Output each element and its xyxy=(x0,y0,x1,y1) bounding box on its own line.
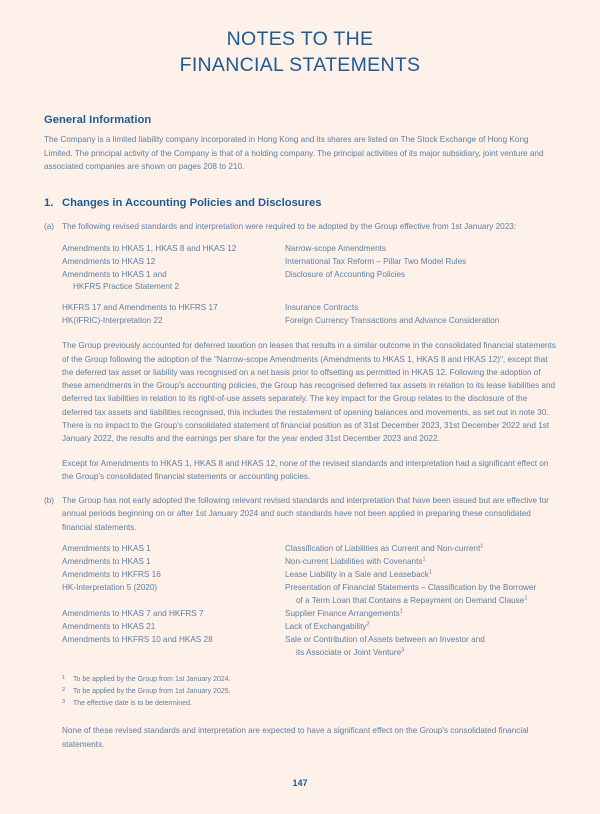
page-title-line-2: FINANCIAL STATEMENTS xyxy=(179,53,421,76)
footnote-ref: 1 xyxy=(428,569,432,576)
standard-description-line-2 xyxy=(285,647,560,660)
standard-description xyxy=(285,556,560,569)
standard-name xyxy=(62,269,285,295)
general-information-heading: General Information xyxy=(44,114,152,127)
standard-name: HKFRS 17 and Amendments to HKFRS 17 xyxy=(62,303,218,313)
table-row xyxy=(62,608,560,621)
general-information-body: The Company is a limited liability company incorporated in Hong Kong and its shares are listed on The Stock Exchange of Hong Kong Limited. The principal activity of the Company is that of a holding company. The principal activities of its major subsidiary, joint venture and associated companies are shown on pages 208 to 210. xyxy=(44,135,544,172)
note-1b-intro-row xyxy=(44,494,556,534)
standard-description-text: Sale or Contribution of Assets between an Investor and xyxy=(285,634,485,644)
standard-description-cont-text: of a Term Loan that Contains a Repayment on Demand Clause xyxy=(296,595,525,605)
footnote-number: 2 xyxy=(62,686,66,693)
standard-name: Amendments to HKAS 1, HKAS 8 and HKAS 12 xyxy=(62,243,237,253)
footnote-item xyxy=(62,698,556,710)
table-row xyxy=(62,269,560,295)
note-1a-marker: (a) xyxy=(44,222,55,232)
standard-name: Amendments to HKAS 1 xyxy=(62,556,151,566)
footnote-text: To be applied by the Group from 1st January 2025. xyxy=(73,687,231,695)
standard-description xyxy=(285,634,560,660)
note-1b-marker: (b) xyxy=(44,496,55,506)
table-spacer-row xyxy=(62,294,560,302)
footnote-ref: 2 xyxy=(366,620,370,627)
note-1a-body-paragraph-1: The Group previously accounted for deferred taxation on leases that results in a similar outcome in the consolidated financial statements of the Group following the adoption of the "Narrow-scope Amendments (Amendments to HKAS 1, HKAS 8 and HKAS 12)", except that the deferred tax asset or liability was recognised on a net basis prior to offsetting as permitted in HKAS 12. Following the adoption of these amendments in the Group's accounting policies, the Group has recognised deferred tax assets in relation to its lease liabilities and deferred tax liabilities in relation to its right-of-use assets separately. The key impact for the Group relates to the disclosure of the deferred tax assets and liabilities recognised, this includes the restatement of opening balances and movements, as set out in note 30. There is no impact to the Group's consolidated statement of financial position as of 31st December 2023, 31st December 2022 and 1st January 2022, the results and the earnings per share for the year ended 31st December 2023 and 2022. xyxy=(62,341,556,444)
standard-description-text: Non-current Liabilities with Covenants xyxy=(285,556,423,566)
note-1-title: Changes in Accounting Policies and Disclosures xyxy=(62,197,322,210)
standard-name: Amendments to HKAS 1 xyxy=(62,543,151,553)
standard-name: Amendments to HKAS 7 and HKFRS 7 xyxy=(62,608,204,618)
table-row xyxy=(62,315,560,328)
table-row xyxy=(62,582,560,608)
note-1-number: 1. xyxy=(44,197,54,210)
footnote-item xyxy=(62,674,556,686)
table-row xyxy=(62,243,560,256)
standard-description: Foreign Currency Transactions and Advance Consideration xyxy=(285,316,500,326)
table-row xyxy=(62,543,560,556)
note-1a-body-paragraph-2: Except for Amendments to HKAS 1, HKAS 8 and HKAS 12, none of the revised standards and interpretation had a significant effect on the Group's consolidated financial statements or accounting policies. xyxy=(62,458,549,481)
table-row xyxy=(62,556,560,569)
footnote-ref: 1 xyxy=(399,608,403,614)
table-row xyxy=(62,634,560,660)
table-row xyxy=(62,302,560,315)
standard-description: Insurance Contracts xyxy=(285,303,359,313)
standard-description-text: Lease Liability in a Sale and Leaseback xyxy=(285,569,429,579)
standard-name-line-1: Amendments to HKAS 1 and xyxy=(62,269,167,279)
footnote-text: To be applied by the Group from 1st January 2024. xyxy=(73,675,231,683)
standard-description xyxy=(285,608,560,621)
note-1-heading xyxy=(44,197,556,209)
standard-name: Amendments to HKAS 21 xyxy=(62,621,156,631)
standard-description: Disclosure of Accounting Policies xyxy=(285,269,406,279)
standard-description: Narrow-scope Amendments xyxy=(285,243,387,253)
standard-description-cont-text: its Associate or Joint Venture xyxy=(296,647,402,657)
standard-description xyxy=(285,582,560,608)
footnote-item xyxy=(62,686,556,698)
standard-name: Amendments to HKFRS 10 and HKAS 28 xyxy=(62,634,213,644)
table-row xyxy=(62,256,560,269)
note-1a-intro-text: The following revised standards and interpretation were required to be adopted by the Group effective from 1st January 2023: xyxy=(62,222,517,232)
page-number: 147 xyxy=(292,778,308,788)
general-information-section xyxy=(44,114,556,173)
note-1b-intro-text: The Group has not early adopted the following relevant revised standards and interpretation that have been issued but are effective for annual periods beginning on or after 1st January 2024 and such standards have not been applied in preparing these consolidated financial statements. xyxy=(62,496,549,532)
standard-name: Amendments to HKFRS 16 xyxy=(62,569,161,579)
footnote-ref: 1 xyxy=(422,556,426,563)
note-1b-standards-table xyxy=(62,543,560,660)
standard-description-text: Lack of Exchangability xyxy=(285,621,367,631)
standard-name: HK-Interpretation 5 (2020) xyxy=(62,582,158,592)
footnote-text: The effective date is to be determined. xyxy=(73,700,192,708)
standard-description-line-2 xyxy=(285,595,560,608)
note-1a-standards-table xyxy=(62,243,560,329)
footnote-number: 3 xyxy=(62,699,66,706)
note-1a-intro-row xyxy=(44,220,556,233)
footnote-number: 1 xyxy=(62,674,66,681)
table-row xyxy=(62,569,560,582)
standard-description-text: Supplier Finance Arrangements xyxy=(285,608,400,618)
standard-name-line-2: HKFRS Practice Statement 2 xyxy=(73,282,180,292)
page-title-line-1: NOTES TO THE xyxy=(226,28,374,50)
note-1-section xyxy=(44,197,556,751)
note-1a-body-block xyxy=(62,339,556,483)
standard-description-text: Presentation of Financial Statements – Classification by the Borrower xyxy=(285,582,537,592)
standard-description xyxy=(285,621,560,634)
table-row xyxy=(62,621,560,634)
note-1b-closing-paragraph: None of these revised standards and interpretation are expected to have a significant effect on the Group's consolidated financial statements. xyxy=(62,726,529,749)
footnote-ref: 1 xyxy=(480,543,484,550)
page-content xyxy=(0,114,600,750)
standard-name: Amendments to HKAS 12 xyxy=(62,256,156,266)
footnotes-list xyxy=(62,674,556,711)
footnote-ref: 1 xyxy=(524,595,528,602)
footnote-ref: 3 xyxy=(401,646,405,653)
standard-description: International Tax Reform – Pillar Two Model Rules xyxy=(285,256,467,266)
standard-description-text: Classification of Liabilities as Current and Non-current xyxy=(285,543,481,553)
standard-name: HK(IFRIC)-Interpretation 22 xyxy=(62,316,163,326)
standard-description xyxy=(285,543,560,556)
standard-description xyxy=(285,569,560,582)
page-title xyxy=(0,0,600,78)
